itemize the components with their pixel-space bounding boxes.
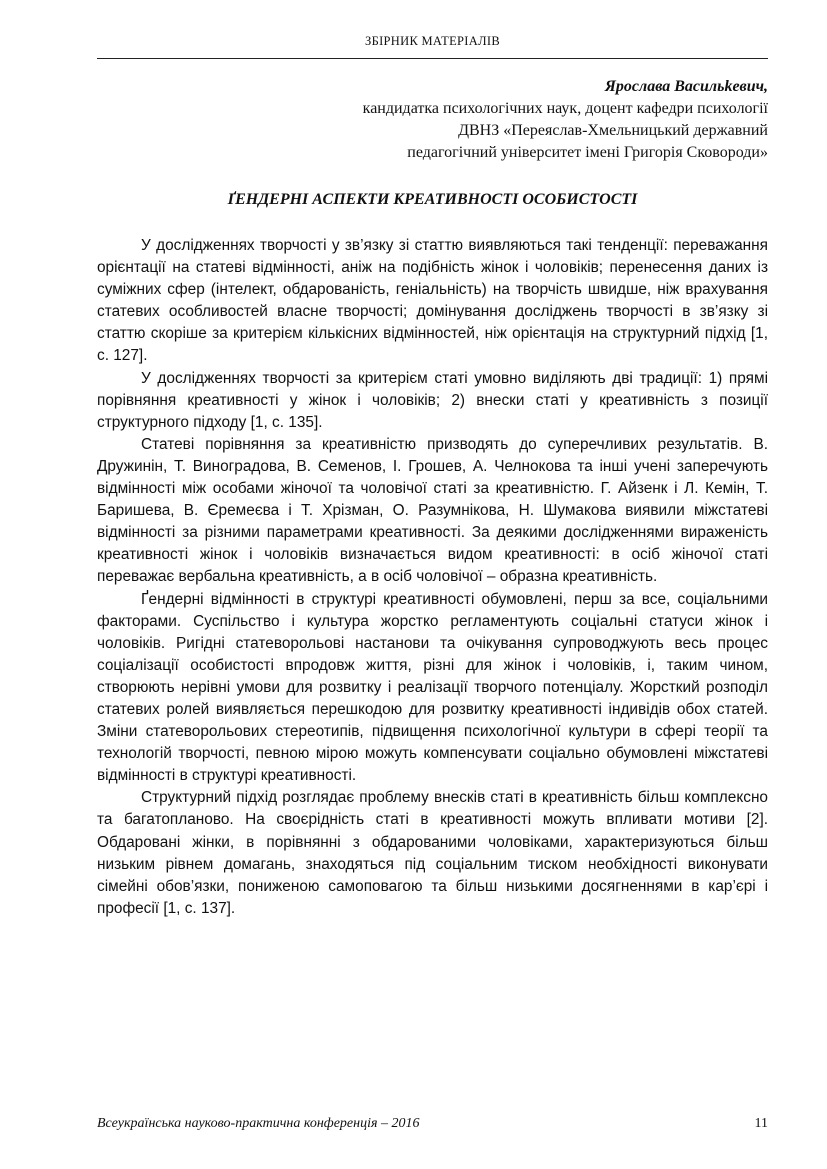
author-institution-line1: ДВНЗ «Переяслав-Хмельницький державний bbox=[458, 122, 768, 139]
page-number: 11 bbox=[754, 1116, 768, 1131]
author-position: кандидатка психологічних наук, доцент кафедри психології bbox=[362, 100, 768, 117]
paragraph: У дослідженнях творчості у зв’язку зі статтю виявляються такі тенденції: переважання орієнтації на статеві відмінності, аніж на подібність жінок і чоловіків; перенесення даних із суміжних сфер (інтелект, обдарованість, геніальність) на творчість швидше, ніж врахування статевих особливостей власне творчості; домінування досліджень творчості в зв’язку зі статтю скоріше за критерієм кількісних відмінностей, ніж орієнтація на структурний підхід [1, с. 127]. bbox=[97, 237, 768, 365]
footer-conference: Всеукраїнська науково-практична конференція – 2016 bbox=[97, 1116, 420, 1131]
author-name: Ярослава Васильkевич, bbox=[604, 78, 768, 95]
paragraph: Ґендерні відмінності в структурі креативності обумовлені, перш за все, соціальними факторами. Суспільство і культура жорстко регламентують соціальні статуси жінок і чоловіків. Ригідні статеворольові настанови та очікування супроводжують весь процес соціалізації особистості впродовж життя, різні для жінок і чоловіків, і, таким чином, створюють нерівні умови для розвитку і реалізації творчого потенціалу. Жорсткий розподіл статевих ролей виявляється перешкодою для розвитку креативності індивідів обох статей. Зміни статеворольових стереотипів, підвищення психологічної культури в сфері теорії та технологій творчості, певною мірою можуть компенсувати соціально обумовлені міжстатеві відмінності в структурі креативності. bbox=[97, 590, 768, 785]
author-block bbox=[168, 76, 768, 164]
paragraph: У дослідженнях творчості за критерієм статі умовно виділяють дві традиції: 1) прямі порівняння креативності у жінок і чоловіків; 2) внески статі у креативність з позиції структурного підходу [1, с. 135]. bbox=[97, 369, 768, 431]
running-header: ЗБІРНИК МАТЕРІАЛІВ bbox=[365, 34, 500, 48]
author-institution-line2: педагогічний університет імені Григорія Сковороди» bbox=[407, 144, 768, 161]
paragraph: Статеві порівняння за креативністю призводять до суперечливих результатів. В. Дружинін, Т. Виноградова, В. Семенов, І. Грошев, А. Челнокова та інші учені заперечують відмінності між особами жіночої та чоловічої статі за креативністю. Г. Айзенк і Л. Кемін, Т. Баришева, В. Єремеєва і Т. Хрізман, О. Разумнікова, Н. Шумакова виявили міжстатеві відмінності за різними параметрами креативності. За деякими дослідженнями вираженість креативності жінок і чоловіків визначається видом креативності: в осіб жіночої статі переважає вербальна креативність, а в осіб чоловічої – образна креативність. bbox=[97, 435, 768, 586]
article-title: ҐЕНДЕРНІ АСПЕКТИ КРЕАТИВНОСТІ ОСОБИСТОСТІ bbox=[227, 191, 638, 208]
article-body bbox=[97, 235, 768, 920]
paragraph: Структурний підхід розглядає проблему внесків статі в креативність більш комплексно та багатопланово. На своєрідність статі в креативності можуть впливати мотиви [2]. Обдаровані жінки, в порівнянні з обдарованими чоловіками, характеризуються більш низьким рівнем домагань, знаходяться під соціальним тиском необхідності виконувати сімейні обов’язки, пониженою самоповагою та більш низькими досягненнями в кар’єрі і професії [1, с. 137]. bbox=[97, 789, 768, 917]
header-divider bbox=[97, 58, 768, 59]
